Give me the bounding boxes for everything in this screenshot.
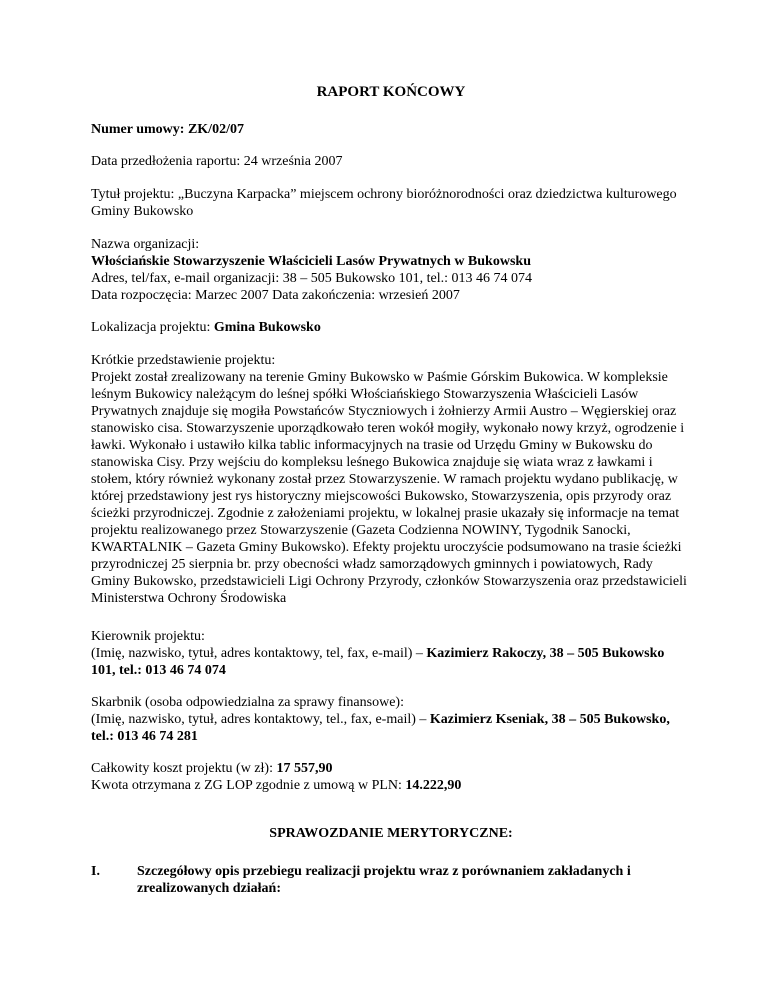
- project-dates: Data rozpoczęcia: Marzec 2007 Data zakończenia: wrzesień 2007: [91, 288, 460, 303]
- location-value: Gmina Bukowsko: [213, 320, 321, 335]
- location-label: Lokalizacja projektu:: [91, 320, 214, 335]
- project-title: Tytuł projektu: „Buczyna Karpacka” miejscem ochrony bioróżnorodności oraz dziedzictwa kulturowego Gminy Bukowsko: [91, 187, 677, 219]
- treasurer-text: (Imię, nazwisko, tytuł, adres kontaktowy, tel., fax, e-mail) –: [91, 712, 430, 727]
- treasurer-details: [91, 711, 691, 745]
- item-number: I.: [91, 864, 100, 879]
- summary-block: [91, 352, 691, 607]
- manager-text: (Imię, nazwisko, tytuł, adres kontaktowy, tel, fax, e-mail) –: [91, 646, 427, 661]
- treasurer-label: Skarbnik (osoba odpowiedzialna za sprawy finansowe):: [91, 695, 404, 710]
- treasurer-block: [91, 694, 691, 745]
- report-date: Data przedłożenia raportu: 24 września 2007: [91, 154, 343, 169]
- grant-value: 14.222,90: [405, 778, 462, 793]
- summary-label: Krótkie przedstawienie projektu:: [91, 353, 276, 368]
- treasurer-value: Kazimierz Kseniak, 38 – 505 Bukowsko, tel.: 013 46 74 281: [91, 712, 670, 744]
- manager-label: Kierownik projektu:: [91, 629, 205, 644]
- contract-number: Numer umowy: ZK/02/07: [91, 122, 244, 137]
- cost-value: 17 557,90: [276, 761, 333, 776]
- organization-label: Nazwa organizacji:: [91, 237, 200, 252]
- organization-address: Adres, tel/fax, e-mail organizacji: 38 – 505 Bukowsko 101, tel.: 013 46 74 074: [91, 271, 533, 286]
- project-location: [91, 319, 691, 336]
- item-text: Szczegółowy opis przebiegu realizacji projektu wraz z porównaniem zakładanych i zrealizowanych działań:: [137, 864, 631, 896]
- report-title: RAPORT KOŃCOWY: [316, 84, 466, 100]
- cost-label: Całkowity koszt projektu (w zł):: [91, 761, 277, 776]
- total-cost: [91, 760, 691, 777]
- summary-text: Projekt został zrealizowany na terenie Gminy Bukowsko w Paśmie Górskim Bukowica. W kompleksie leśnym Bukowicy należącym do leśnej spółki Włościańskiego Stowarzyszenia Właścicieli Lasów Prywatnych znajduje się mogiła Powstańców Styczniowych i żołnierzy Armii Austro – Węgierskiej oraz stanowisko cisa. Stowarzyszenie uporządkowało teren wokół mogiły, wykonało nowy krzyż, ogrodzenie i ławki. Wykonało i ustawiło kilka tablic informacyjnych na trasie od Urzędu Gminy w Bukowsku do stanowiska Cisy. Przy wejściu do kompleksu leśnego Bukowica znajduje się wiata wraz z ławkami i stołem, który również wykonany został przez Stowarzyszenie. W ramach projektu wydano publikację, w której przedstawiony jest rys historyczny miejscowości Bukowsko, Stowarzyszenia, opis przyrody oraz ścieżki przyrodniczej. Zgodnie z założeniami projektu, w lokalnej prasie ukazały się informacje na temat projektu realizowanego przez Stowarzyszenie (Gazeta Codzienna NOWINY, Tygodnik Sanocki, KWARTALNIK – Gazeta Gminy Bukowsko). Efekty projektu uroczyście podsumowano na trasie ścieżki przyrodniczej 25 sierpnia br. przy obecności władz samorządowych gminnych i powiatowych, Rady Gminy Bukowsko, przedstawicieli Ligi Ochrony Przyrody, członków Stowarzyszenia oraz przedstawicieli Ministerstwa Ochrony Środowiska: [91, 370, 687, 606]
- organization-name: Włościańskie Stowarzyszenie Właścicieli Lasów Prywatnych w Bukowsku: [91, 254, 531, 269]
- manager-block: [91, 628, 691, 679]
- grant-label: Kwota otrzymana z ZG LOP zgodnie z umową w PLN:: [91, 778, 406, 793]
- organization-block: [91, 236, 691, 304]
- manager-details: [91, 645, 691, 679]
- cost-block: [91, 760, 691, 794]
- manager-value: Kazimierz Rakoczy, 38 – 505 Bukowsko 101, tel.: 013 46 74 074: [91, 646, 665, 678]
- section-title: SPRAWOZDANIE MERYTORYCZNE:: [269, 826, 513, 841]
- grant-amount: [91, 777, 691, 794]
